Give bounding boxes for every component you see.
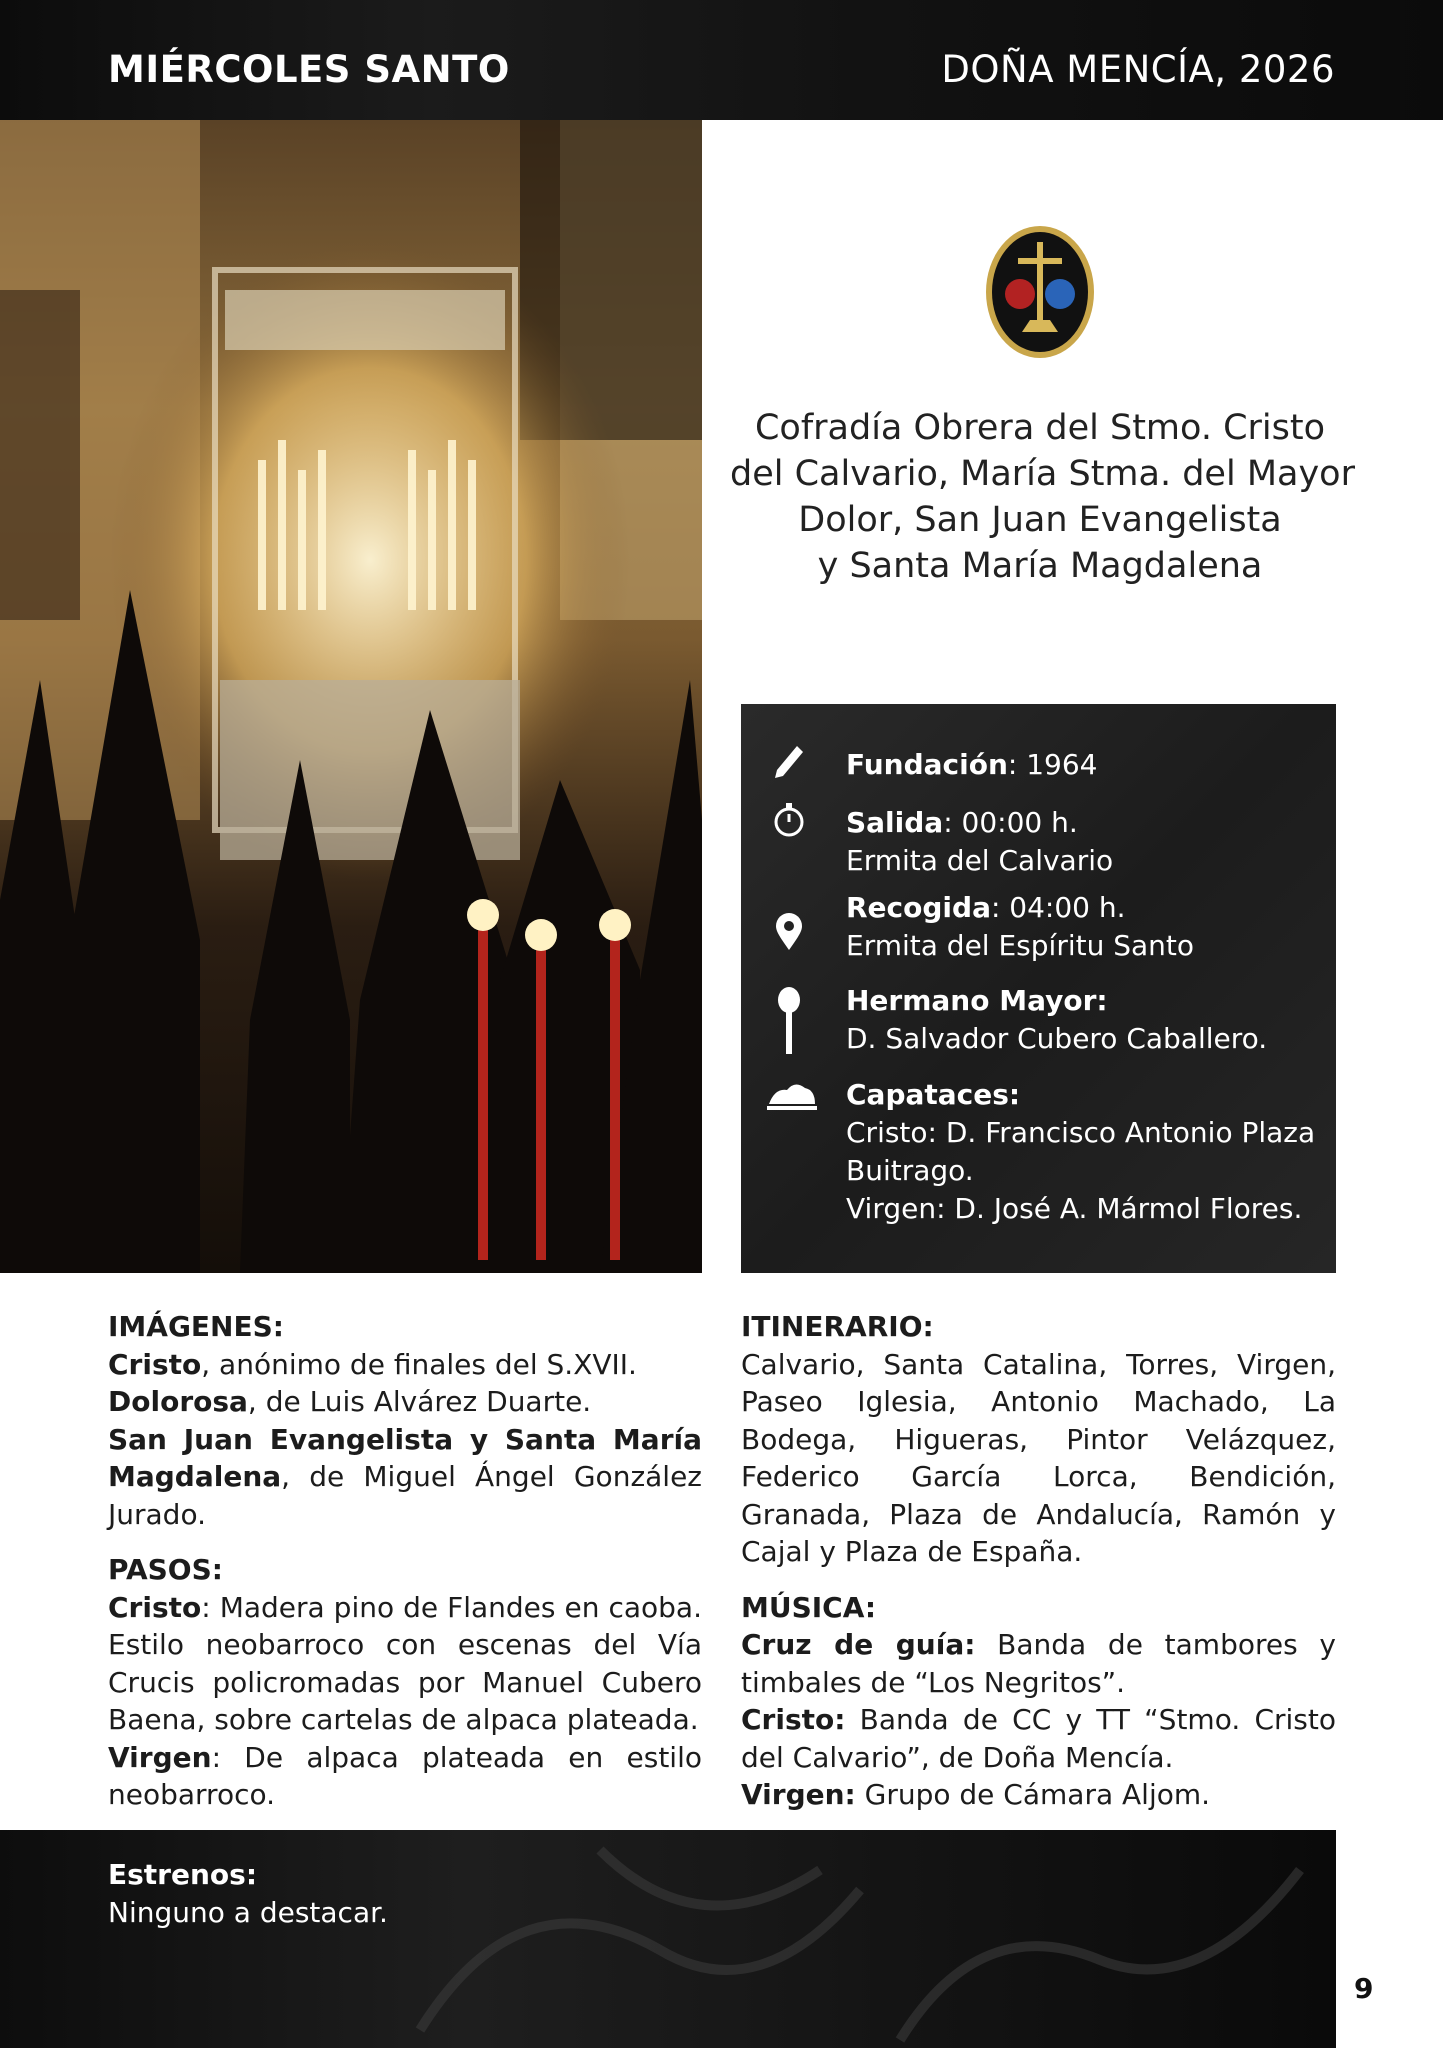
title-line: y Santa María Magdalena	[817, 546, 1263, 586]
musica-virgen	[741, 1776, 1336, 1814]
imagenes-heading: IMÁGENES:	[108, 1310, 284, 1343]
stopwatch-icon	[771, 800, 807, 840]
fundacion-row	[846, 746, 1098, 784]
staff-icon	[771, 986, 807, 1056]
pencil-icon	[771, 740, 807, 780]
imagenes-sanjuan-text: , de Miguel Ángel González Jurado.	[108, 1460, 702, 1531]
salida-row	[846, 804, 1113, 880]
pasos-cristo	[108, 1589, 702, 1739]
musica-heading: MÚSICA:	[741, 1590, 877, 1624]
imagenes-dolorosa	[108, 1383, 702, 1421]
salida-place: Ermita del Calvario	[846, 844, 1114, 877]
itinerario-text: Calvario, Santa Catalina, Torres, Virgen, Paseo Iglesia, Antonio Machado, La Bodega, Higueras, Pintor Velázquez, Federico García Lorca, Bendición, Granada, Plaza de Andalucía, Ramón y Cajal y Plaza de España.	[741, 1347, 1336, 1568]
pasos-cristo-text: : Madera pino de Flandes en caoba. Estilo neobarroco con escenas del Vía Crucis policromadas por Manuel Cubero Baena, sobre cartelas de alpaca plateada.	[108, 1590, 702, 1736]
procession-photo	[0, 120, 702, 1273]
recogida-row	[846, 889, 1194, 965]
brotherhood-crest-icon	[980, 222, 1100, 362]
capataces-virgen: Virgen: D. José A. Mármol Flores.	[846, 1192, 1303, 1225]
header-place-year: DOÑA MENCÍA, 2026	[941, 48, 1335, 91]
estrenos-content	[108, 1856, 388, 1931]
musica-cristo	[741, 1701, 1336, 1776]
capataces-row	[846, 1076, 1315, 1228]
page-header	[0, 0, 1443, 120]
title-line: Dolor, San Juan Evangelista	[798, 500, 1282, 540]
imagenes-dolorosa-text: , de Luis Alvárez Duarte.	[247, 1385, 592, 1418]
location-pin-icon	[771, 912, 807, 952]
capataces-cristo-1: Cristo: D. Francisco Antonio Plaza	[846, 1116, 1316, 1149]
pasos-virgen	[108, 1739, 702, 1814]
musica-cruz-label: Cruz de guía:	[741, 1628, 976, 1661]
page-number: 9	[1354, 1972, 1374, 2005]
capataz-icon	[765, 1076, 819, 1116]
musica-cristo-label: Cristo:	[741, 1703, 846, 1736]
brotherhood-title	[730, 405, 1355, 589]
musica-cruz	[741, 1626, 1336, 1701]
procession-illustration	[0, 120, 702, 1273]
imagenes-cristo-text: , anónimo de finales del S.XVII.	[201, 1347, 637, 1381]
musica-virgen-text: Grupo de Cámara Aljom.	[855, 1778, 1211, 1811]
musica-cristo-text: Banda de CC y TT “Stmo. Cristo del Calvario”, de Doña Mencía.	[741, 1703, 1336, 1774]
header-day: MIÉRCOLES SANTO	[108, 48, 510, 91]
imagenes-cristo	[108, 1346, 702, 1384]
recogida-value: : 04:00 h.	[990, 891, 1126, 924]
pasos-heading: PASOS:	[108, 1553, 223, 1586]
title-line: Cofradía Obrera del Stmo. Cristo	[754, 408, 1325, 448]
capataces-cristo-2: Buitrago.	[846, 1154, 974, 1187]
pasos-cristo-label: Cristo	[108, 1590, 202, 1624]
itinerario-heading: ITINERARIO:	[741, 1310, 934, 1343]
left-column	[108, 1308, 702, 1814]
right-column	[741, 1308, 1336, 1814]
fundacion-label: Fundación	[846, 748, 1008, 781]
hermano-row	[846, 982, 1267, 1058]
musica-cruz-text: Banda de tambores y timbales de “Los Negritos”.	[741, 1628, 1336, 1699]
musica-virgen-label: Virgen:	[741, 1778, 856, 1811]
pasos-virgen-text: : De alpaca plateada en estilo neobarroco.	[108, 1740, 702, 1811]
imagenes-dolorosa-label: Dolorosa	[108, 1385, 248, 1418]
fundacion-value: : 1964	[1007, 748, 1098, 781]
imagenes-sanjuan-label: San Juan Evangelista y Santa María Magdalena	[108, 1422, 702, 1493]
recogida-place: Ermita del Espíritu Santo	[846, 929, 1195, 962]
estrenos-heading: Estrenos:	[108, 1858, 258, 1891]
recogida-label: Recogida	[846, 891, 991, 924]
hermano-value: D. Salvador Cubero Caballero.	[846, 1022, 1268, 1055]
imagenes-cristo-label: Cristo	[108, 1347, 202, 1381]
title-line: del Calvario, María Stma. del Mayor	[730, 454, 1355, 494]
salida-label: Salida	[846, 806, 944, 839]
estrenos-band	[0, 1830, 1336, 2048]
hermano-label: Hermano Mayor:	[846, 984, 1108, 1017]
imagenes-sanjuan	[108, 1421, 702, 1534]
estrenos-text: Ninguno a destacar.	[108, 1895, 388, 1929]
pasos-virgen-label: Virgen	[108, 1740, 212, 1774]
capataces-label: Capataces:	[846, 1078, 1021, 1111]
salida-value: : 00:00 h.	[943, 806, 1078, 839]
info-box	[741, 704, 1336, 1273]
